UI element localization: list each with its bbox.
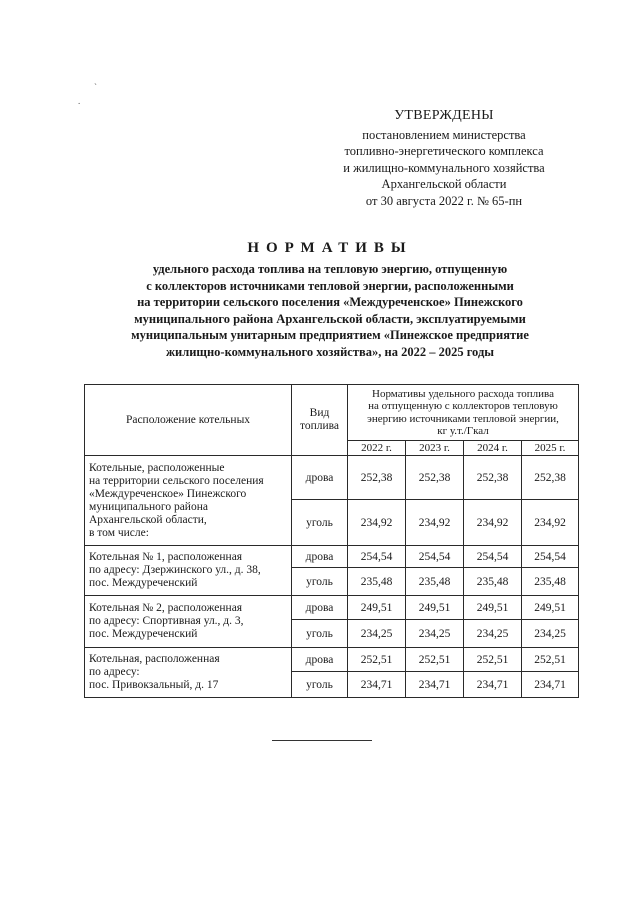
value-cell: 252,51 [348, 648, 406, 672]
fuel-cell: дрова [292, 456, 348, 500]
value-cell: 234,25 [522, 620, 579, 648]
location-cell [85, 648, 292, 698]
fuel-cell: уголь [292, 500, 348, 546]
value-cell: 234,71 [522, 672, 579, 698]
location-line: Котельная, расположенная [89, 653, 220, 665]
table-row [85, 596, 579, 620]
value-cell: 234,25 [464, 620, 522, 648]
value-cell: 235,48 [348, 568, 406, 596]
document-title [60, 240, 600, 360]
location-line: на территории сельского поселения [89, 474, 264, 487]
header-fuel [292, 385, 348, 456]
title-main: НОРМАТИВЫ [247, 240, 413, 256]
table-row [85, 546, 579, 568]
title-line: с коллекторов источниками тепловой энергии, расположенными [146, 278, 514, 293]
value-cell: 252,38 [464, 456, 522, 500]
header-norms-line: кг у.т./Гкал [437, 425, 489, 437]
location-cell [85, 546, 292, 596]
fuel-cell: уголь [292, 568, 348, 596]
header-year: 2022 г. [348, 441, 406, 456]
header-norms-line: энергию источниками тепловой энергии, [367, 412, 559, 425]
value-cell: 249,51 [406, 596, 464, 620]
value-cell: 234,92 [348, 500, 406, 546]
header-location: Расположение котельных [85, 385, 292, 456]
location-line: по адресу: [89, 666, 140, 678]
header-year: 2023 г. [406, 441, 464, 456]
location-line: «Междуреченское» Пинежского [89, 487, 247, 500]
value-cell: 234,92 [406, 500, 464, 546]
location-line: в том числе: [89, 526, 149, 539]
value-cell: 234,71 [406, 672, 464, 698]
location-line: по адресу: Спортивная ул., д. 3, [89, 615, 244, 627]
value-cell: 234,92 [522, 500, 579, 546]
value-cell: 234,92 [464, 500, 522, 546]
location-line: пос. Междуреченский [89, 577, 198, 589]
scan-speck: . [78, 96, 81, 106]
fuel-cell: дрова [292, 546, 348, 568]
value-cell: 252,38 [522, 456, 579, 500]
approval-line: и жилищно-коммунального хозяйства [343, 160, 545, 175]
table-row [85, 648, 579, 672]
location-line: по адресу: Дзержинского ул., д. 38, [89, 564, 261, 576]
value-cell: 249,51 [464, 596, 522, 620]
header-year: 2025 г. [522, 441, 579, 456]
fuel-cell: дрова [292, 596, 348, 620]
value-cell: 252,38 [406, 456, 464, 500]
fuel-cell: уголь [292, 620, 348, 648]
location-line: Котельная № 2, расположенная [89, 602, 243, 614]
location-line: Архангельской области, [89, 513, 207, 526]
header-fuel-line: Вид [309, 407, 330, 419]
header-norms-line: на отпущенную с коллекторов тепловую [368, 400, 558, 412]
location-cell [85, 596, 292, 648]
value-cell: 254,54 [522, 546, 579, 568]
location-line: Котельная № 1, расположенная [89, 551, 243, 563]
location-line: пос. Привокзальный, д. 17 [89, 679, 219, 691]
value-cell: 252,38 [348, 456, 406, 500]
approval-line: топливно-энергетического комплекса [344, 144, 544, 158]
value-cell: 235,48 [406, 568, 464, 596]
value-cell: 254,54 [348, 546, 406, 568]
value-cell: 235,48 [522, 568, 579, 596]
value-cell: 254,54 [464, 546, 522, 568]
header-fuel-line: топлива [299, 420, 340, 432]
header-year: 2024 г. [464, 441, 522, 456]
approval-line: Архангельской области [381, 177, 507, 191]
title-line: удельного расхода топлива на тепловую энергию, отпущенную [152, 262, 508, 276]
location-line: Котельные, расположенные [89, 461, 225, 474]
title-line: муниципальным унитарным предприятием «Пинежское предприятие [131, 328, 529, 342]
location-line: муниципального района [89, 500, 208, 513]
value-cell: 252,51 [522, 648, 579, 672]
value-cell: 254,54 [406, 546, 464, 568]
value-cell: 234,71 [348, 672, 406, 698]
value-cell: 234,25 [348, 620, 406, 648]
value-cell: 234,25 [406, 620, 464, 648]
title-line: на территории сельского поселения «Междуреченское» Пинежского [137, 295, 523, 309]
approval-block [300, 108, 588, 209]
location-line: пос. Междуреченский [89, 628, 198, 640]
approval-line: от 30 августа 2022 г. № 65-пн [365, 193, 523, 208]
value-cell: 252,51 [464, 648, 522, 672]
header-norms-line: Нормативы удельного расхода топлива [372, 387, 554, 400]
scan-speck: ` [94, 82, 97, 92]
approval-line: постановлением министерства [362, 127, 526, 142]
fuel-cell: уголь [292, 672, 348, 698]
approval-heading: УТВЕРЖДЕНЫ [394, 108, 494, 123]
norms-table [84, 384, 579, 698]
title-line: муниципального района Архангельской области, эксплуатируемыми [134, 311, 526, 326]
table-row [85, 456, 579, 500]
fuel-cell: дрова [292, 648, 348, 672]
header-norms [348, 385, 579, 441]
value-cell: 252,51 [406, 648, 464, 672]
value-cell: 235,48 [464, 568, 522, 596]
value-cell: 249,51 [348, 596, 406, 620]
location-cell [85, 456, 292, 546]
title-line: жилищно-коммунального хозяйства», на 2022 – 2025 годы [165, 344, 495, 359]
value-cell: 234,71 [464, 672, 522, 698]
end-separator-line [272, 740, 372, 741]
value-cell: 249,51 [522, 596, 579, 620]
